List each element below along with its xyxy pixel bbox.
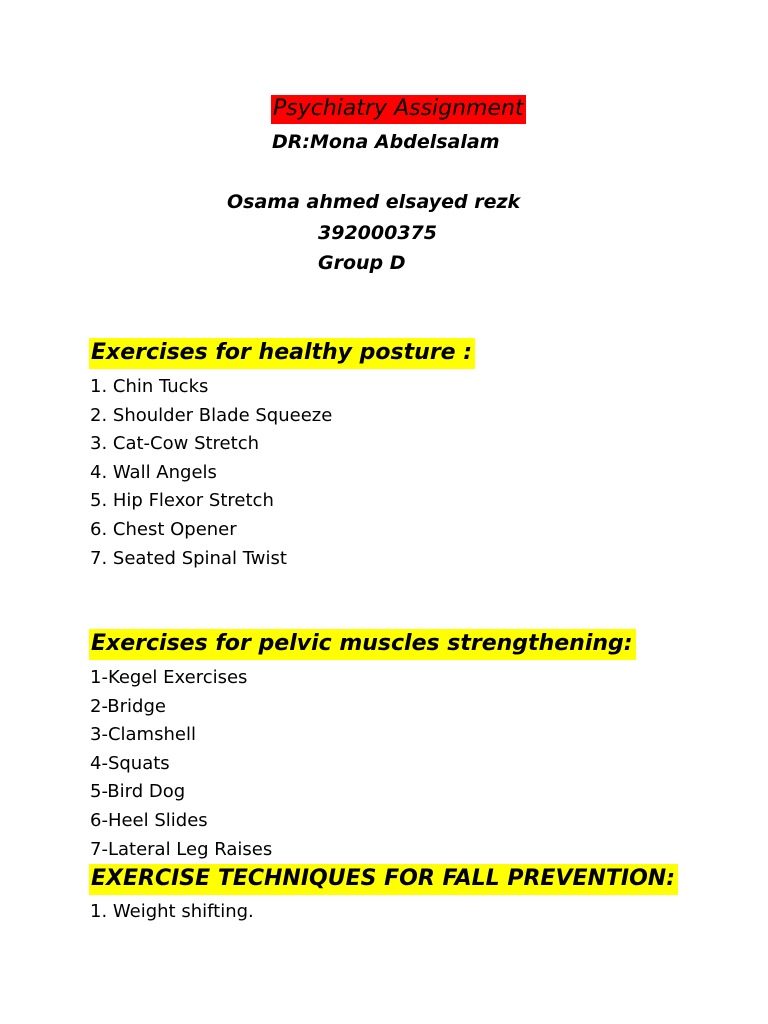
posture-exercise-list [90, 373, 332, 573]
list-item: 1-Kegel Exercises [90, 667, 248, 688]
list-item: 7-Lateral Leg Raises [90, 838, 273, 860]
list-item: 5. Hip Flexor Stretch [90, 490, 274, 512]
section-heading-fall-prevention: EXERCISE TECHNIQUES FOR FALL PREVENTION: [89, 864, 678, 895]
list-item: 5-Bird Dog [90, 781, 186, 803]
section-heading-posture: Exercises for healthy posture : [89, 338, 475, 369]
list-item: 2-Bridge [90, 695, 166, 717]
list-item: 6-Heel Slides [90, 809, 208, 831]
list-item: 4-Squats [90, 752, 170, 774]
list-item: 3-Clamshell [90, 724, 196, 746]
list-item: 6. Chest Opener [90, 518, 237, 540]
list-item: 4. Wall Angels [90, 461, 217, 483]
page-title: Psychiatry Assignment [271, 95, 526, 124]
list-item: 1. Chin Tucks [90, 376, 209, 397]
fall-prevention-list [90, 898, 254, 927]
doctor-name: DR:Mona Abdelsalam [272, 131, 500, 153]
student-id: 392000375 [318, 222, 437, 244]
student-name: Osama ahmed elsayed rezk [227, 191, 521, 213]
list-item: 1. Weight shifting. [90, 901, 254, 922]
list-item: 2. Shoulder Blade Squeeze [90, 404, 333, 426]
list-item: 7. Seated Spinal Twist [90, 547, 287, 569]
list-item: 3. Cat-Cow Stretch [90, 433, 259, 455]
section-heading-pelvic: Exercises for pelvic muscles strengthening: [89, 629, 636, 660]
group-label: Group D [318, 252, 406, 274]
pelvic-exercise-list [90, 664, 272, 864]
